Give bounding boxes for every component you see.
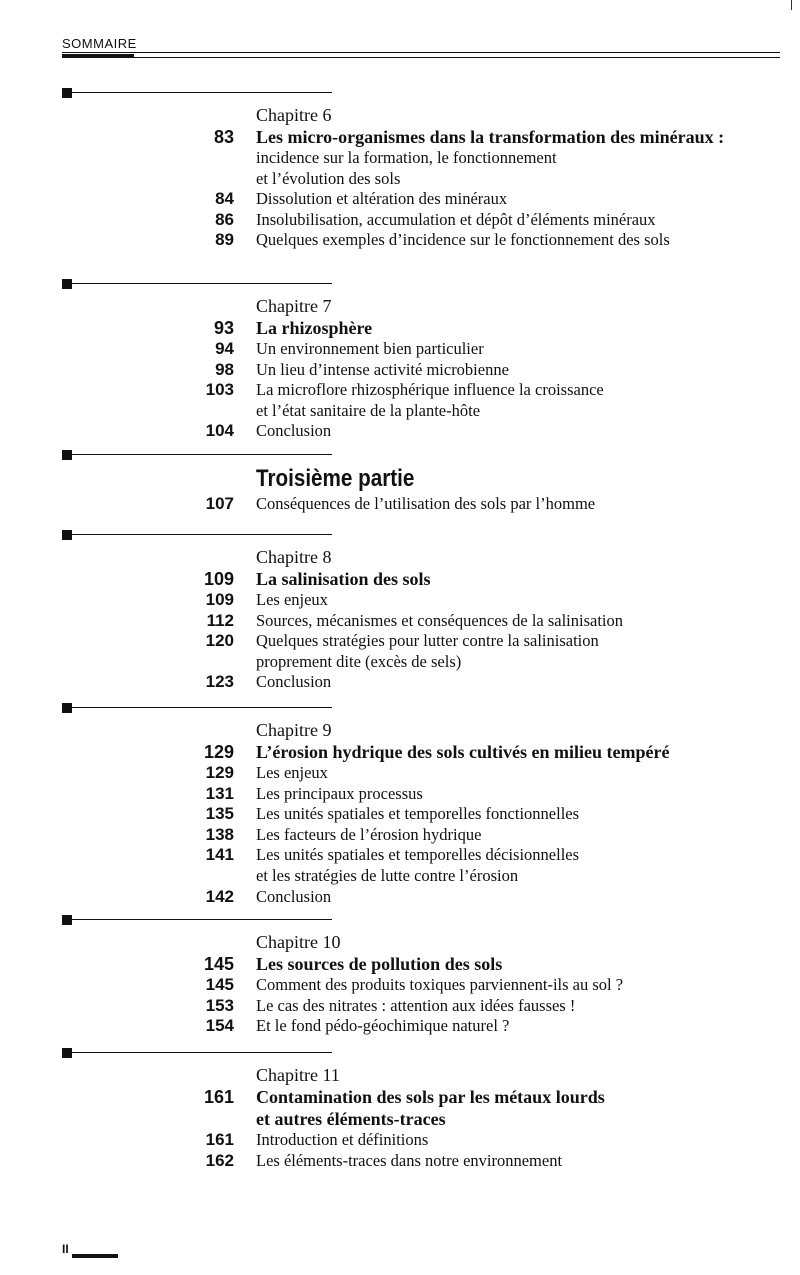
page-ref: 129 <box>203 742 234 762</box>
entry-title <box>256 672 786 693</box>
chapter-section <box>0 279 800 442</box>
entry-title-line: Les unités spatiales et temporelles fonctionnelles <box>256 804 580 824</box>
entry-title-line: Quelques stratégies pour lutter contre la salinisation <box>256 631 599 651</box>
page-ref: 153 <box>205 995 234 1015</box>
toc-entry <box>0 360 800 381</box>
toc-entry <box>0 825 800 846</box>
section-separator <box>0 450 800 464</box>
entry-title-line: Conclusion <box>256 421 332 441</box>
chapter-section <box>0 1048 800 1171</box>
toc-entry <box>0 631 800 672</box>
page-ref: 129 <box>205 763 234 782</box>
entry-title <box>256 230 786 251</box>
chapter-title-entry <box>0 126 800 148</box>
toc-entry <box>0 887 800 908</box>
chapter-label: Chapitre 10 <box>256 932 341 952</box>
entry-title <box>256 1151 786 1172</box>
entry-title-line: Les principaux processus <box>256 783 423 803</box>
chapter-title-entry <box>0 1086 800 1130</box>
entry-title <box>256 568 786 590</box>
entry-title-line: Les enjeux <box>256 590 328 609</box>
page-ref: 142 <box>205 886 234 906</box>
entry-title-line: La salinisation des sols <box>256 569 431 589</box>
toc-entry <box>0 210 800 231</box>
header-rule-accent <box>62 54 134 58</box>
toc-entry <box>0 845 800 886</box>
toc-entry <box>0 763 800 784</box>
page-ref: 98 <box>215 359 234 379</box>
entry-title-line: Insolubilisation, accumulation et dépôt d’éléments minéraux <box>256 209 656 229</box>
edge-mark <box>791 0 792 10</box>
square-bullet-icon <box>62 88 72 98</box>
toc-entry <box>0 1016 800 1037</box>
entry-title-line: Les micro-organismes dans la transformation des minéraux : <box>256 127 725 147</box>
toc-entry <box>0 590 800 611</box>
entry-title-line: La microflore rhizosphérique influence la croissance <box>256 380 604 400</box>
entry-title <box>256 317 786 339</box>
toc-entry <box>0 1151 800 1172</box>
chapter-title-entry <box>0 953 800 975</box>
entry-title-line: Les enjeux <box>256 763 328 782</box>
section-separator <box>0 88 800 102</box>
entry-title <box>256 339 786 360</box>
header-rule <box>62 52 780 53</box>
page-ref: 93 <box>213 318 234 338</box>
entry-title <box>256 210 786 231</box>
toc-entry <box>0 804 800 825</box>
page-ref: 103 <box>205 380 234 400</box>
entry-title <box>256 996 786 1017</box>
separator-rule <box>62 92 332 93</box>
separator-rule <box>62 283 332 284</box>
entry-title-line: L’érosion hydrique des sols cultivés en milieu tempéré <box>256 742 670 762</box>
entry-title-line: et les stratégies de lutte contre l’érosion <box>256 865 519 885</box>
square-bullet-icon <box>62 915 72 925</box>
page-ref: 135 <box>205 804 234 824</box>
entry-title-line: Quelques exemples d’incidence sur le fonctionnement des sols <box>256 230 670 250</box>
entry-title <box>256 1086 786 1130</box>
toc-entry <box>0 1130 800 1151</box>
page-ref: 123 <box>205 672 234 692</box>
entry-title-line: Conclusion <box>256 886 332 906</box>
section-separator <box>0 915 800 929</box>
entry-title-line: Le cas des nitrates : attention aux idées fausses ! <box>256 995 576 1015</box>
square-bullet-icon <box>62 703 72 713</box>
entry-title <box>256 380 786 421</box>
entry-title <box>256 590 786 611</box>
entry-title-line: Conclusion <box>256 672 332 692</box>
page-ref: 109 <box>205 590 234 609</box>
part-section <box>0 450 800 515</box>
toc-entry <box>0 189 800 210</box>
entry-title-line: Les éléments-traces dans notre environnement <box>256 1150 563 1170</box>
toc-entry <box>0 672 800 693</box>
entry-title <box>256 845 786 886</box>
page-ref: 138 <box>205 824 234 844</box>
entry-title-line: Sources, mécanismes et conséquences de la salinisation <box>256 610 624 630</box>
entry-title <box>256 494 786 515</box>
page-ref: 89 <box>215 230 234 250</box>
entry-title-line: Dissolution et altération des minéraux <box>256 189 508 209</box>
entry-title-line: Conséquences de l’utilisation des sols par l’homme <box>256 494 596 513</box>
toc-entry <box>0 421 800 442</box>
page-ref: 104 <box>205 421 234 441</box>
toc-entry <box>0 996 800 1017</box>
page-ref: 109 <box>203 569 234 589</box>
entry-title-line: et l’état sanitaire de la plante-hôte <box>256 400 481 420</box>
chapter-label: Chapitre 8 <box>256 547 332 567</box>
page-ref: 154 <box>205 1016 234 1036</box>
separator-rule <box>62 707 332 708</box>
square-bullet-icon <box>62 1048 72 1058</box>
square-bullet-icon <box>62 450 72 460</box>
page-ref: 83 <box>213 127 234 147</box>
chapter-title-entry <box>0 568 800 590</box>
toc-entry <box>0 148 800 189</box>
entry-title <box>256 975 786 996</box>
separator-rule <box>62 919 332 920</box>
footer-rule <box>72 1254 118 1258</box>
page-ref: 86 <box>215 209 234 229</box>
entry-title-line: Introduction et définitions <box>256 1130 429 1149</box>
entry-title-line: La rhizosphère <box>256 318 373 338</box>
entry-title <box>256 763 786 784</box>
entry-title-line: Un lieu d’intense activité microbienne <box>256 359 509 379</box>
page-number: II <box>62 1242 69 1256</box>
entry-title <box>256 611 786 632</box>
chapter-section <box>0 530 800 693</box>
square-bullet-icon <box>62 530 72 540</box>
entry-title-line: Les unités spatiales et temporelles décisionnelles <box>256 845 580 865</box>
entry-title <box>256 784 786 805</box>
toc-entry <box>0 230 800 251</box>
page-ref: 84 <box>215 189 234 209</box>
part-title: Troisième partie <box>256 465 415 492</box>
entry-title-line: Comment des produits toxiques parviennent-ils au sol ? <box>256 975 624 994</box>
section-separator <box>0 279 800 293</box>
toc-entry <box>0 339 800 360</box>
separator-rule <box>62 454 332 455</box>
chapter-section <box>0 88 800 251</box>
page-ref: 112 <box>206 610 234 630</box>
entry-title-line: proprement dite (excès de sels) <box>256 651 462 671</box>
entry-title <box>256 360 786 381</box>
toc-entry <box>0 611 800 632</box>
entry-title <box>256 631 786 672</box>
section-separator <box>0 530 800 544</box>
entry-title <box>256 804 786 825</box>
entry-title <box>256 741 786 763</box>
entry-title <box>256 148 786 189</box>
page-ref: 145 <box>203 954 234 974</box>
chapter-title-entry <box>0 317 800 339</box>
entry-title <box>256 1016 786 1037</box>
page-ref: 141 <box>205 845 234 865</box>
page-ref: 145 <box>205 975 234 994</box>
square-bullet-icon <box>62 279 72 289</box>
entry-title <box>256 189 786 210</box>
chapter-label: Chapitre 11 <box>256 1065 340 1085</box>
page-ref: 162 <box>205 1150 234 1170</box>
separator-rule <box>62 534 332 535</box>
header-rule-lower <box>134 57 780 58</box>
page-ref: 107 <box>205 494 234 513</box>
chapter-label: Chapitre 9 <box>256 720 332 740</box>
entry-title <box>256 421 786 442</box>
entry-title <box>256 887 786 908</box>
separator-rule <box>62 1052 332 1053</box>
toc-entry <box>0 494 800 515</box>
chapter-label: Chapitre 6 <box>256 105 332 125</box>
entry-title <box>256 1130 786 1151</box>
toc-entry <box>0 784 800 805</box>
entry-title-line: Les sources de pollution des sols <box>256 954 503 974</box>
toc-entry <box>0 380 800 421</box>
chapter-section <box>0 915 800 1037</box>
page-ref: 161 <box>203 1087 234 1107</box>
chapter-section <box>0 703 800 907</box>
page-ref: 131 <box>205 783 234 803</box>
page-ref: 161 <box>205 1130 234 1149</box>
entry-title-line: Les facteurs de l’érosion hydrique <box>256 824 482 844</box>
entry-title <box>256 126 786 148</box>
section-header-label: SOMMAIRE <box>62 36 137 51</box>
entry-title <box>256 825 786 846</box>
entry-title-line: et autres éléments-traces <box>256 1109 446 1129</box>
chapter-title-entry <box>0 741 800 763</box>
page-ref: 120 <box>205 631 234 651</box>
toc-entry <box>0 975 800 996</box>
section-separator <box>0 1048 800 1062</box>
section-separator <box>0 703 800 717</box>
entry-title <box>256 953 786 975</box>
page-ref: 94 <box>215 339 234 358</box>
chapter-label: Chapitre 7 <box>256 296 332 316</box>
entry-title-line: incidence sur la formation, le fonctionnement <box>256 148 557 167</box>
entry-title-line: Un environnement bien particulier <box>256 339 484 358</box>
entry-title-line: et l’évolution des sols <box>256 168 401 188</box>
entry-title-line: Et le fond pédo-géochimique naturel ? <box>256 1016 510 1036</box>
entry-title-line: Contamination des sols par les métaux lourds <box>256 1087 605 1107</box>
